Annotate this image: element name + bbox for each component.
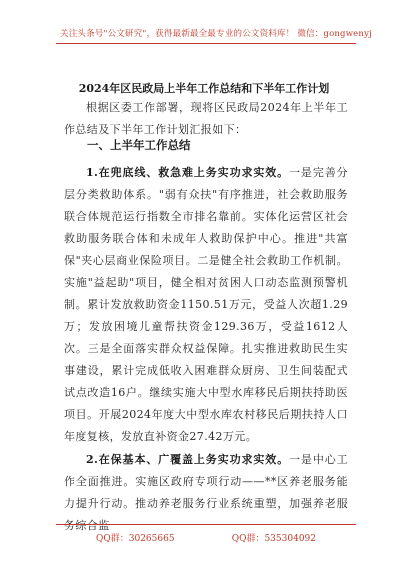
section-heading: 一、上半年工作总结 [87, 138, 191, 152]
item2-lead: 2.在保基本、广覆盖上务实功求实效。 [86, 453, 290, 466]
item1-body: 一是完善分层分类救助体系。"弱有众扶"有序推进，社会救助服务联合体规范运行指数全市排名靠前。实体化运营区社会救助服务联合体和未成年人救助保护中心。推进"共富保"夹心层商业保险项目。二是健全社会救助工作机制。实施"益起助"项目，健全相对贫困人口动态监测预警机制。累计发放救助资金1150.51万元，受益人次超1.29万；发放困境儿童帮扶资金129.36万，受益1612人次。三是全面落实群众权益保障。扎实推进救助民生实事建设，累计完成低收入困难群众厨房、卫生间装配式试点改造16户。继续实施大中型水库移民后期扶持助医项目。开展2024年度大中型水库农村移民后期扶持人口年度复核，发放直补资金27.42万元。 [64, 166, 348, 443]
promo-banner: 关注头条号"公文研究"，获得最新最全最专业的公文资料库！ 微信：gongwenyj [60, 29, 372, 39]
item1-paragraph [64, 162, 348, 448]
footer-divider [56, 524, 356, 525]
footer-qq-group-2: QQ群：535304092 [231, 534, 316, 544]
footer [96, 531, 316, 544]
item1-lead: 1.在兜底线、救急难上务实功求实效。 [86, 166, 290, 179]
footer-qq-group-1: QQ群：30265665 [96, 534, 175, 544]
item2-body: 一是中心工作全面推进。实施区政府专项行动——**区养老服务能力提升行动。推动养老服务行业系统重塑，加强养老服务综合监 [64, 453, 348, 532]
header-divider [56, 43, 356, 44]
document-title: 2024年区民政局上半年工作总结和下半年工作计划 [78, 82, 330, 95]
intro-paragraph: 根据区委工作部署，现将区民政局2024年上半年工作总结及下半年工作计划汇报如下： [64, 101, 348, 136]
